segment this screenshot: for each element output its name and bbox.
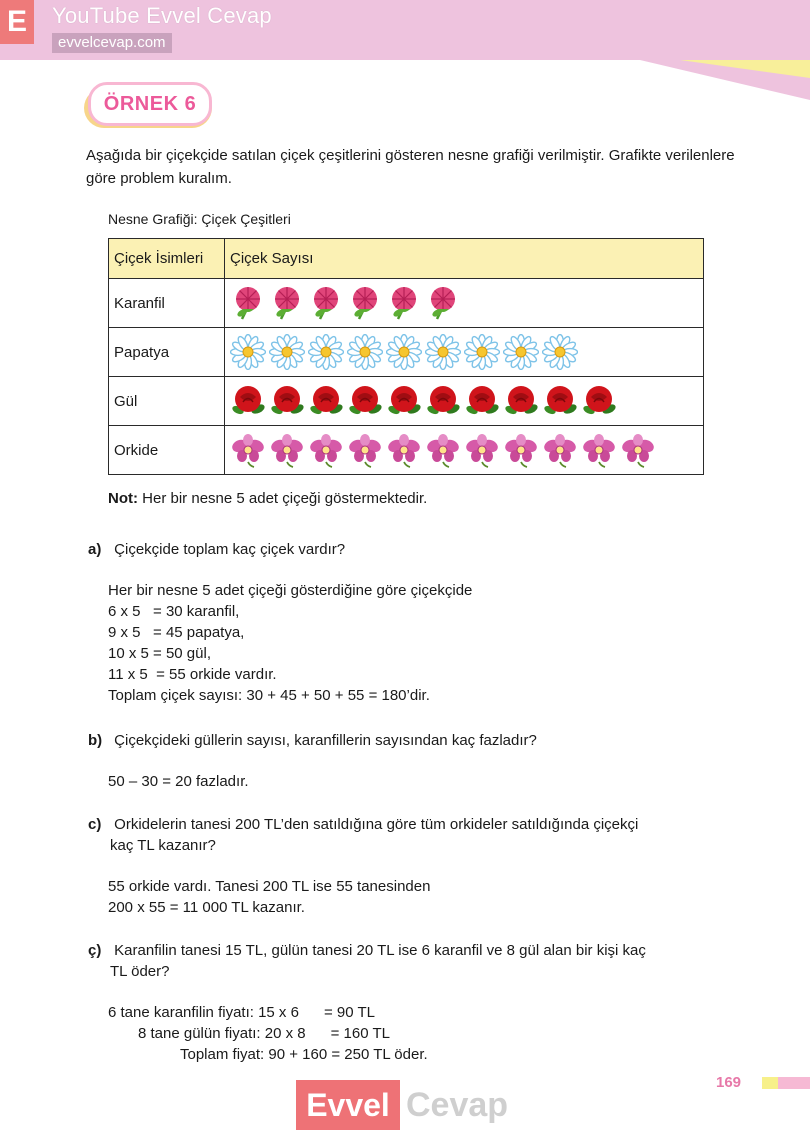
page-bar-pink <box>778 1077 810 1089</box>
rose-icon <box>308 383 344 419</box>
carnation-icons <box>230 279 703 327</box>
question-b <box>88 730 537 751</box>
brand-title[interactable]: YouTube Evvel Cevap <box>52 3 272 28</box>
rose-icon <box>386 383 422 419</box>
daisy-icon <box>542 334 578 370</box>
watermark-evvel: Evvel <box>296 1080 400 1130</box>
orchid-icon <box>269 432 305 468</box>
table-row <box>109 279 704 328</box>
orchid-icon <box>620 432 656 468</box>
row-pictograph <box>225 279 704 328</box>
carnation-icon <box>230 285 266 321</box>
question-text-continued: TL öder? <box>110 963 170 980</box>
carnation-icon <box>386 285 422 321</box>
answer-line: Toplam çiçek sayısı: 30 + 45 + 50 + 55 = 180’dir. <box>108 687 430 704</box>
question-c <box>88 814 638 835</box>
question-text: Çiçekçide toplam kaç çiçek vardır? <box>114 541 346 558</box>
chart-title: Nesne Grafiği: Çiçek Çeşitleri <box>108 211 291 227</box>
daisy-icon <box>386 334 422 370</box>
question-label: b) <box>88 732 103 749</box>
answer-line: Her bir nesne 5 adet çiçeği gösterdiğine göre çiçekçide <box>108 582 473 599</box>
daisy-icon <box>230 334 266 370</box>
page-number: 169 <box>716 1074 742 1091</box>
answer-line: Toplam fiyat: 90 + 160 = 250 TL öder. <box>180 1046 428 1063</box>
answer-line: 6 x 5 = 30 karanfil, <box>108 603 240 620</box>
question-label: a) <box>88 541 102 558</box>
row-label: Karanfil <box>109 279 225 328</box>
question-text: Çiçekçideki güllerin sayısı, karanfillerin sayısından kaç fazladır? <box>114 732 537 749</box>
note-text: Her bir nesne 5 adet çiçeği göstermektedir. <box>142 490 428 507</box>
watermark-cevap: Cevap <box>406 1086 509 1124</box>
column-header-names: Çiçek İsimleri <box>109 239 225 279</box>
row-label: Papatya <box>109 328 225 377</box>
table-row <box>109 377 704 426</box>
row-label: Orkide <box>109 426 225 475</box>
question-text: Orkidelerin tanesi 200 TL’den satıldığına göre tüm orkideler satıldığında çiçekçi <box>114 816 639 833</box>
pictograph-table <box>108 238 704 475</box>
rose-icon <box>542 383 578 419</box>
question-text-continued: kaç TL kazanır? <box>110 837 216 854</box>
question-a <box>88 539 345 560</box>
intro-text: Aşağıda bir çiçekçide satılan çiçek çeşitlerini gösteren nesne grafiği verilmiştir. Grafikte verilenlere göre problem kuralım. <box>86 147 735 187</box>
carnation-icon <box>269 285 305 321</box>
note-label: Not: <box>108 490 138 507</box>
orchid-icon <box>386 432 422 468</box>
daisy-icon <box>425 334 461 370</box>
carnation-icon <box>308 285 344 321</box>
rose-icon <box>503 383 539 419</box>
answer-line: 55 orkide vardı. Tanesi 200 TL ise 55 tanesinden <box>108 878 431 895</box>
orchid-icon <box>425 432 461 468</box>
daisy-icon <box>308 334 344 370</box>
row-pictograph <box>225 377 704 426</box>
rose-icons <box>230 377 703 425</box>
rose-icon <box>347 383 383 419</box>
question-label: ç) <box>88 942 102 959</box>
daisy-icon <box>347 334 383 370</box>
rose-icon <box>269 383 305 419</box>
answer-line: 200 x 55 = 11 000 TL kazanır. <box>108 899 305 916</box>
carnation-icon <box>425 285 461 321</box>
daisy-icon <box>269 334 305 370</box>
rose-icon <box>464 383 500 419</box>
orchid-icon <box>581 432 617 468</box>
daisy-icon <box>503 334 539 370</box>
table-row <box>109 328 704 377</box>
carnation-icon <box>347 285 383 321</box>
page-bar-yellow <box>762 1077 778 1089</box>
question-cc <box>88 940 646 961</box>
question-label: c) <box>88 816 102 833</box>
answer-line: 6 tane karanfilin fiyatı: 15 x 6 = 90 TL <box>108 1004 375 1021</box>
orchid-icon <box>464 432 500 468</box>
daisy-icon <box>464 334 500 370</box>
answer-line: 9 x 5 = 45 papatya, <box>108 624 245 641</box>
orchid-icon <box>308 432 344 468</box>
column-header-counts: Çiçek Sayısı <box>225 239 704 279</box>
brand-logo: E <box>0 0 34 44</box>
question-text: Karanfilin tanesi 15 TL, gülün tanesi 20 TL ise 6 karanfil ve 8 gül alan bir kişi kaç <box>114 942 646 959</box>
orchid-icon <box>230 432 266 468</box>
daisy-icons <box>230 328 703 376</box>
rose-icon <box>425 383 461 419</box>
note <box>108 490 427 507</box>
answer-line: 11 x 5 = 55 orkide vardır. <box>108 666 277 683</box>
example-badge: ÖRNEK 6 <box>88 82 212 126</box>
orchid-icon <box>542 432 578 468</box>
orchid-icon <box>347 432 383 468</box>
site-url[interactable]: evvelcevap.com <box>52 33 172 53</box>
row-pictograph <box>225 426 704 475</box>
table-header-row <box>109 239 704 279</box>
table-row <box>109 426 704 475</box>
orchid-icons <box>230 426 703 474</box>
row-pictograph <box>225 328 704 377</box>
rose-icon <box>230 383 266 419</box>
answer-line: 8 tane gülün fiyatı: 20 x 8 = 160 TL <box>138 1025 390 1042</box>
answer-line: 10 x 5 = 50 gül, <box>108 645 211 662</box>
rose-icon <box>581 383 617 419</box>
orchid-icon <box>503 432 539 468</box>
row-label: Gül <box>109 377 225 426</box>
answer-line: 50 – 30 = 20 fazladır. <box>108 773 249 790</box>
